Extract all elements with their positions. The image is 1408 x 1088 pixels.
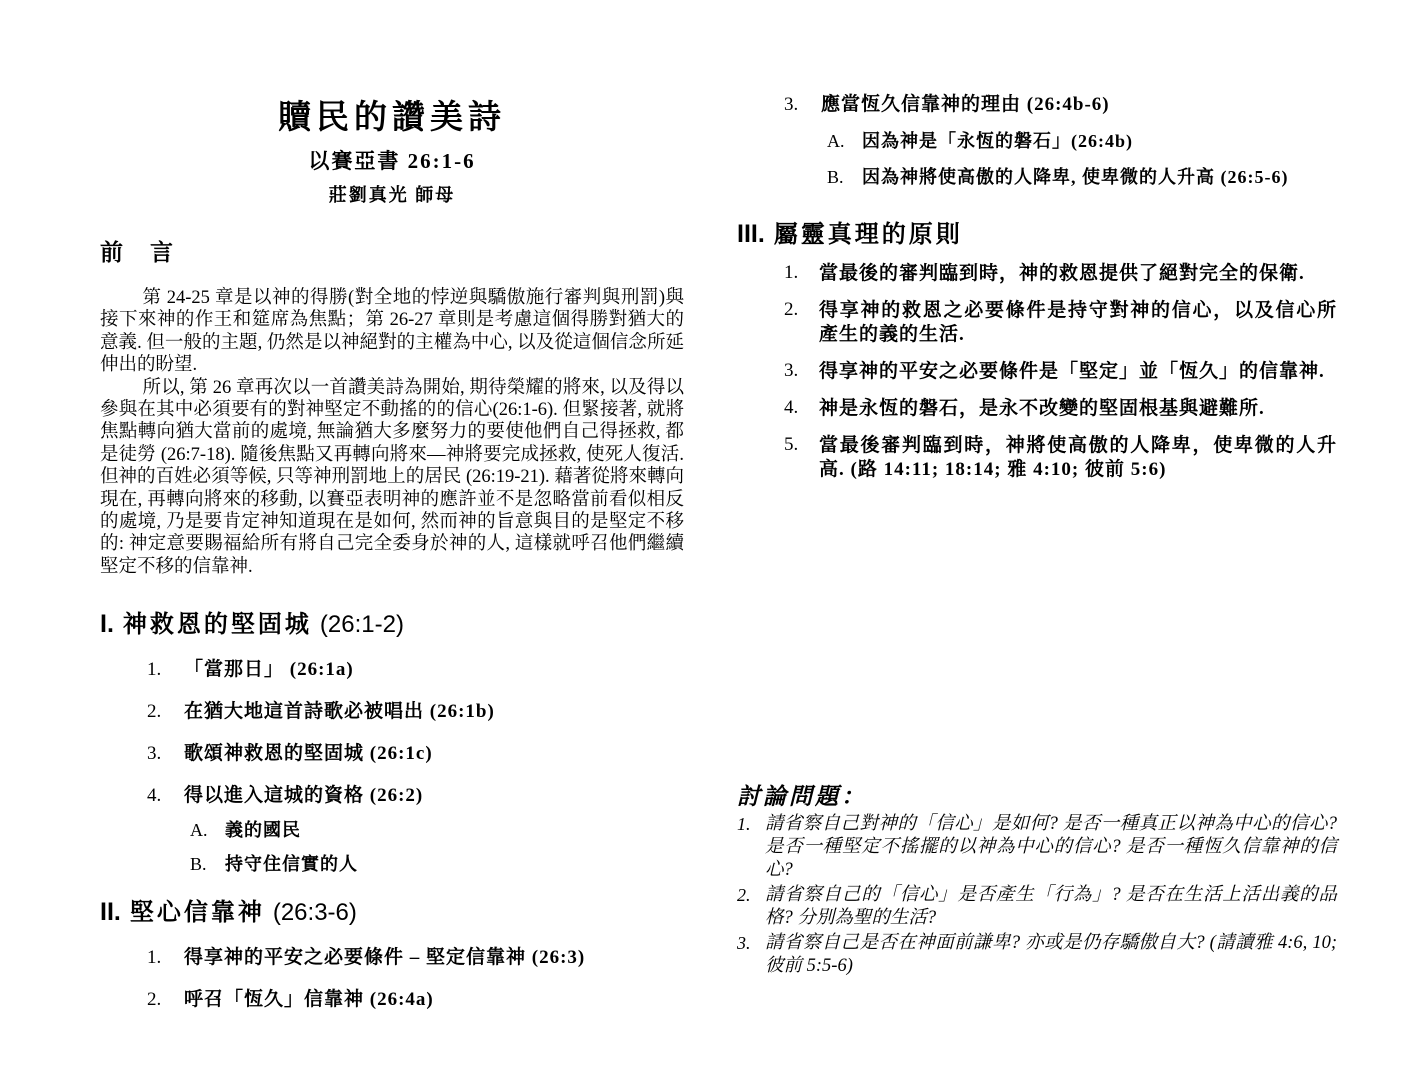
item-text: 歌頌神救恩的堅固城 (26:1c) <box>184 743 433 765</box>
item-number: 2. <box>147 701 162 723</box>
outline-item <box>100 785 684 807</box>
outline-item <box>737 262 1337 286</box>
discussion-question <box>737 813 1337 882</box>
outline-section-3 <box>737 214 1337 482</box>
item-text: 得以進入這城的資格 (26:2) <box>184 785 424 807</box>
outline-item <box>737 360 1337 384</box>
item-number: 4. <box>784 397 799 418</box>
outline-section-1 <box>100 604 684 875</box>
doc-title: 贖民的讚美詩 <box>278 100 506 136</box>
outline-section-2-continued <box>737 94 1337 188</box>
section-2-ref: (26:3-6) <box>272 899 357 927</box>
outline-subitem <box>100 820 684 841</box>
outline-item <box>100 701 684 723</box>
right-column <box>737 88 1337 978</box>
section-3-numeral: III. <box>737 220 765 248</box>
question-text: 請省察自己是否在神面前謙卑? 亦或是仍存驕傲自大? (請讀雅 4:6, 10; 彼前 5:5-6) <box>765 933 1337 976</box>
section-2-title: 堅心信靠神 <box>129 900 265 927</box>
subitem-letter: B. <box>827 167 844 187</box>
outline-subitem <box>737 131 1337 152</box>
discussion-question <box>737 884 1337 930</box>
item-number: 4. <box>147 785 162 807</box>
outline-item <box>737 434 1337 482</box>
doc-subtitle: 以賽亞書 26:1-6 <box>308 149 476 173</box>
outline-item <box>100 947 684 969</box>
preface-paragraph-2: 所以, 第 26 章再次以一首讚美詩為開始, 期待榮耀的將來, 以及得以參與在其中必須要有的對神堅定不動搖的的信心(26:1-6). 但緊接著, 就將焦點轉向猶大當前的處境, 無論猶大多麼努力的要使他們自己得拯救, 都是徒勞 (26:7-18). 隨後焦點又再轉向將來—神將要完成拯救, 使死人復活. 但神的百姓必須等候, 只等神刑罰地上的居民 (26:19-21). 藉著從將來轉向現在, 再轉向將來的移動, 以賽亞表明神的應許並不是忽略當前看似相反的處境, 乃是要肯定神知道現在是如何, 然而神的旨意與目的是堅定不移的: 神定意要賜福給所有將自己完全委身於神的人, 這樣就呼召他們繼續堅定不移的信靠神. <box>100 377 684 577</box>
question-number: 1. <box>737 814 751 834</box>
subitem-text: 因為神將使高傲的人降卑, 使卑微的人升高 (26:5-6) <box>862 167 1289 187</box>
section-1-heading <box>100 604 684 639</box>
question-number: 3. <box>737 933 751 953</box>
document-header <box>100 98 684 207</box>
subitem-letter: A. <box>827 131 845 151</box>
item-number: 3. <box>784 360 799 381</box>
section-3-title: 屬靈真理的原則 <box>773 222 963 248</box>
preface-heading: 前 言 <box>100 240 175 265</box>
discussion-section <box>737 778 1337 978</box>
item-text: 得享神的救恩之必要條件是持守對神的信心，以及信心所產生的義的生活. <box>819 300 1337 345</box>
item-number: 3. <box>147 743 162 765</box>
section-1-title: 神救恩的堅固城 <box>122 612 312 639</box>
preface-body <box>100 287 684 578</box>
item-text: 「當那日」 (26:1a) <box>184 659 354 681</box>
item-text: 呼召「恆久」信靠神 (26:4a) <box>184 989 434 1011</box>
section-3-heading <box>737 214 1337 249</box>
subitem-text: 持守住信實的人 <box>225 854 358 875</box>
item-text: 神是永恆的磐石，是永不改變的堅固根基與避難所. <box>819 398 1265 419</box>
item-text: 應當恆久信靠神的理由 (26:4b-6) <box>821 94 1110 115</box>
item-number: 2. <box>147 989 162 1011</box>
outline-item <box>737 299 1337 347</box>
outline-item <box>100 989 684 1011</box>
section-2-numeral: II. <box>100 898 121 927</box>
section-1-ref: (26:1-2) <box>319 611 404 639</box>
outline-subitem <box>737 167 1337 188</box>
outline-section-2 <box>100 892 684 1011</box>
item-text: 得享神的平安之必要條件 – 堅定信靠神 (26:3) <box>184 947 586 969</box>
question-text: 請省察自己的「信心」是否產生「行為」? 是否在生活上活出義的品格? 分別為聖的生活? <box>765 885 1337 928</box>
item-text: 得享神的平安之必要條件是「堅定」並「恆久」的信靠神. <box>819 361 1325 382</box>
section-1-numeral: I. <box>100 610 114 639</box>
item-number: 3. <box>784 94 799 115</box>
discussion-heading: 討論問題： <box>737 784 867 809</box>
item-number: 5. <box>784 434 799 455</box>
item-number: 1. <box>147 659 162 681</box>
subitem-letter: A. <box>190 820 208 841</box>
outline-item <box>737 397 1337 421</box>
item-number: 1. <box>147 947 162 969</box>
subitem-text: 因為神是「永恆的磐石」(26:4b) <box>862 131 1133 151</box>
item-text: 當最後審判臨到時，神將使高傲的人降卑，使卑微的人升高. (路 14:11; 18:14; 雅 4:10; 彼前 5:6) <box>819 435 1337 480</box>
question-number: 2. <box>737 885 751 905</box>
outline-item <box>737 94 1337 116</box>
doc-author: 莊劉真光 師母 <box>328 185 456 205</box>
item-number: 1. <box>784 262 799 283</box>
outline-item <box>100 743 684 765</box>
outline-item <box>100 659 684 681</box>
question-text: 請省察自己對神的「信心」是如何? 是否一種真正以神為中心的信心? 是否一種堅定不搖擺的以神為中心的信心? 是否一種恆久信靠神的信心? <box>765 814 1337 880</box>
item-text: 當最後的審判臨到時，神的救恩提供了絕對完全的保衛. <box>819 263 1305 284</box>
section-2-heading <box>100 892 684 927</box>
subitem-text: 義的國民 <box>225 820 301 841</box>
subitem-letter: B. <box>190 854 207 875</box>
item-text: 在猶大地這首詩歌必被唱出 (26:1b) <box>184 701 495 723</box>
left-column <box>100 98 684 1011</box>
outline-subitem <box>100 854 684 875</box>
preface-paragraph-1: 第 24-25 章是以神的得勝(對全地的悖逆與驕傲施行審判與刑罰)與接下來神的作王和筵席為焦點；第 26-27 章則是考慮這個得勝對猶大的意義. 但一般的主題, 仍然是以神絕對的主權為中心, 以及從這個信念所延伸出的盼望. <box>100 288 684 376</box>
item-number: 2. <box>784 299 799 320</box>
discussion-question <box>737 932 1337 978</box>
